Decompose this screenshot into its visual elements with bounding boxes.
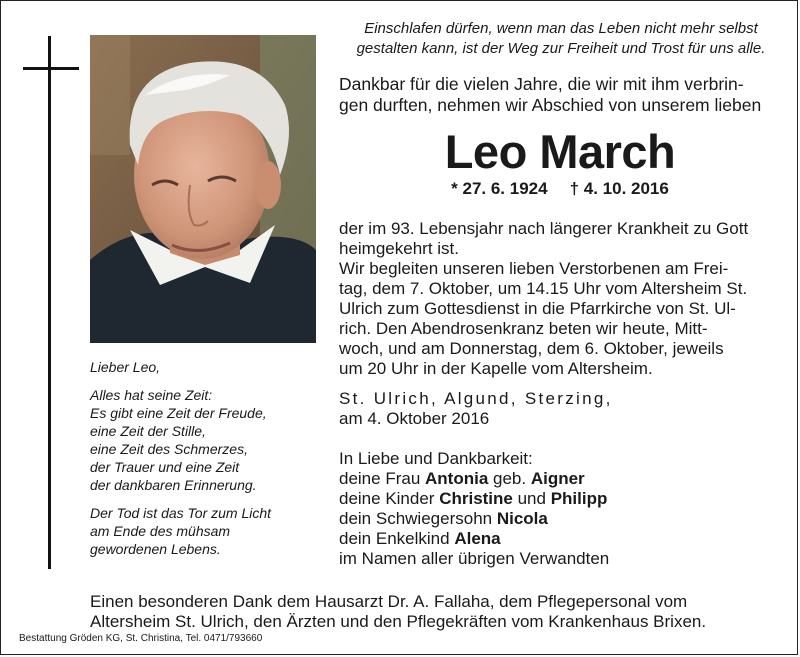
poem: [90, 358, 326, 558]
mourner-relation: dein Enkelkind: [339, 529, 455, 548]
mourner-relation: dein Schwiegersohn: [339, 509, 497, 528]
place-and-date: [339, 389, 639, 429]
poem-greeting: Lieber Leo,: [90, 359, 161, 375]
list-item: [339, 529, 779, 549]
mourner-name: Alena: [454, 529, 501, 548]
birth-date: * 27. 6. 1924: [451, 179, 548, 198]
announcement-line: rich. Den Abendrosenkranz beten wir heute, Mitt-: [339, 319, 708, 338]
list-item: [339, 469, 779, 489]
announcement-line: tag, dem 7. Oktober, um 14.15 Uhr vom Altersheim St.: [339, 279, 748, 298]
intro-line: gen durften, nehmen wir Abschied von unserem lieben: [339, 95, 762, 115]
portrait-photo: [90, 35, 316, 343]
announcement-line: um 20 Uhr in der Kapelle vom Altersheim.: [339, 359, 653, 378]
mourners-list: [339, 449, 779, 569]
mourners-heading: In Liebe und Dankbarkeit:: [339, 449, 533, 468]
announcement-line: woch, und am Donnerstag, dem 6. Oktober, jeweils: [339, 339, 724, 358]
poem-line: eine Zeit des Schmerzes,: [90, 441, 248, 457]
mourner-relation: geb.: [488, 469, 531, 488]
poem-line: eine Zeit der Stille,: [90, 423, 206, 439]
poem-line: Der Tod ist das Tor zum Licht: [90, 505, 272, 521]
motto-line: gestalten kann, ist der Weg zur Freiheit und Trost für uns alle.: [356, 40, 766, 57]
announcement-text: [339, 219, 779, 379]
motto-quote: [331, 19, 791, 59]
mourner-name: Antonia: [425, 469, 489, 488]
announcement-line: Wir begleiten unseren lieben Verstorbenen am Frei-: [339, 259, 729, 278]
thanks-line: Altersheim St. Ulrich, den Ärzten und den Pflegekräften vom Krankenhaus Brixen.: [90, 612, 707, 631]
poem-line: der dankbaren Erinnerung.: [90, 477, 257, 493]
funeral-home-footer: Bestattung Gröden KG, St. Christina, Tel. 0471/793660: [19, 633, 263, 644]
thanks-line: Einen besonderen Dank dem Hausarzt Dr. A. Fallaha, dem Pflegepersonal vom: [90, 592, 688, 611]
poem-line: Alles hat seine Zeit:: [90, 387, 213, 403]
announcement-line: der im 93. Lebensjahr nach längerer Krankheit zu Gott: [339, 219, 749, 238]
mourner-name: Aigner: [530, 469, 585, 488]
poem-line: der Trauer und eine Zeit: [90, 459, 240, 475]
death-date: † 4. 10. 2016: [569, 179, 669, 198]
list-item: [339, 489, 779, 509]
date-line: am 4. Oktober 2016: [339, 409, 490, 428]
motto-line: Einschlafen dürfen, wenn man das Leben nicht mehr selbst: [364, 20, 758, 37]
announcement-line: heimgekehrt ist.: [339, 239, 459, 258]
intro-text: [339, 74, 791, 116]
life-dates: [341, 179, 779, 199]
poem-line: gewordenen Lebens.: [90, 541, 221, 557]
mourner-name: Philipp: [550, 489, 608, 508]
list-item: im Namen aller übrigen Verwandten: [339, 549, 610, 568]
intro-line: Dankbar für die vielen Jahre, die wir mit ihm verbrin-: [339, 74, 744, 94]
mourner-name: Nicola: [496, 509, 548, 528]
mourner-name: Christine: [439, 489, 513, 508]
mourner-relation: und: [512, 489, 551, 508]
list-item: [339, 509, 779, 529]
mourner-relation: deine Kinder: [339, 489, 440, 508]
poem-line: Es gibt eine Zeit der Freude,: [90, 405, 267, 421]
mourner-relation: deine Frau: [339, 469, 425, 488]
poem-line: am Ende des mühsam: [90, 523, 231, 539]
announcement-line: Ulrich zum Gottesdienst in die Pfarrkirche von St. Ul-: [339, 299, 736, 318]
deceased-name: Leo March: [444, 125, 676, 178]
cross-icon: [48, 36, 51, 569]
cross-icon-bar: [23, 67, 79, 70]
thanks-text: [90, 592, 780, 632]
place-line: St. Ulrich, Algund, Sterzing,: [339, 389, 613, 408]
